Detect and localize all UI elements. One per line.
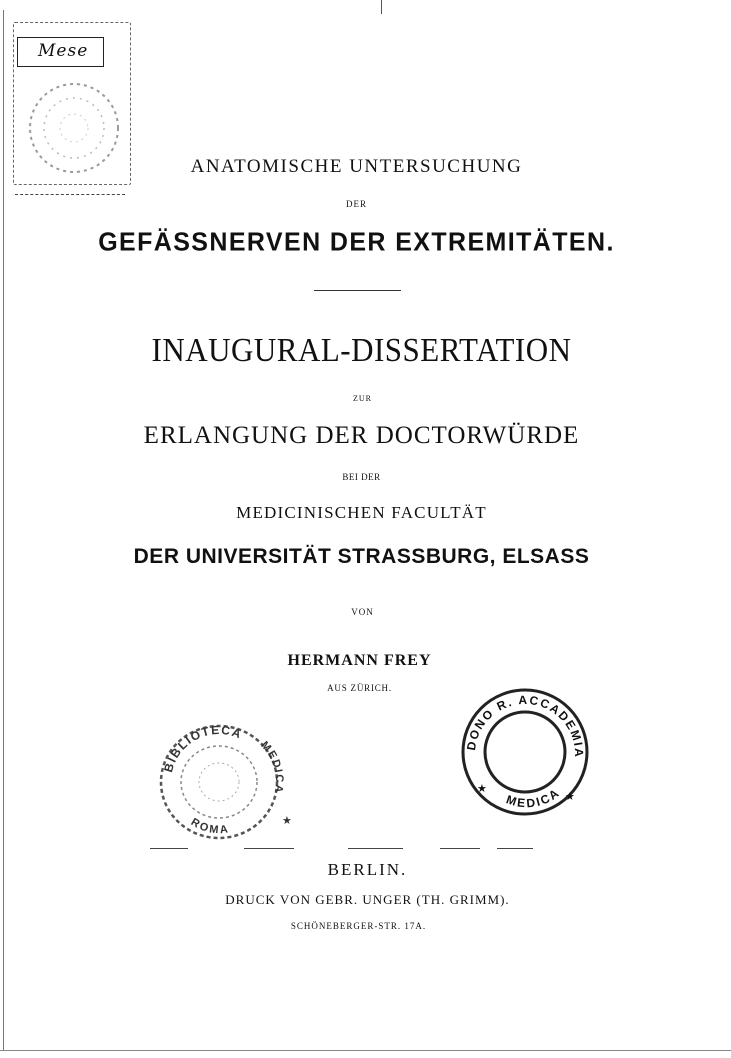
stamp-right-bottom-text: MEDICA bbox=[504, 785, 563, 811]
imprint-printer: DRUCK VON GEBR. UNGER (TH. GRIMM). bbox=[225, 892, 510, 907]
author-origin: AUS ZÜRICH. bbox=[327, 683, 392, 693]
imprint-address: SCHÖNEBERGER-STR. 17A. bbox=[290, 921, 427, 931]
scan-edge-top bbox=[381, 0, 382, 14]
university-line: DER UNIVERSITÄT STRASSBURG, ELSASS bbox=[133, 545, 590, 568]
stamp-left-right-text: MEDICA bbox=[258, 739, 286, 795]
biblioteca-medica-stamp-icon bbox=[146, 712, 296, 842]
author-name: HERMANN FREY bbox=[287, 652, 432, 669]
title-line-1: ANATOMISCHE UNTERSUCHUNG bbox=[190, 156, 523, 177]
dono-accademia-stamp-icon bbox=[455, 682, 595, 822]
title-divider bbox=[314, 290, 401, 291]
imprint-rule-2 bbox=[244, 848, 294, 849]
zur-label: ZUR bbox=[353, 394, 372, 403]
imprint-rule-5 bbox=[497, 848, 533, 849]
purpose-line: ERLANGUNG DER DOCTORWÜRDE bbox=[143, 422, 580, 449]
dissertation-heading: INAUGURAL-DISSERTATION bbox=[151, 330, 572, 369]
svg-text:★: ★ bbox=[282, 815, 292, 827]
scan-edge-bottom bbox=[0, 1050, 731, 1051]
stamp-dashed-rule bbox=[15, 194, 125, 195]
von-label: VON bbox=[351, 607, 374, 617]
handwritten-note: Mese bbox=[38, 41, 89, 61]
stamp-left-top-text: BIBLIOTECA bbox=[161, 722, 245, 774]
svg-text:DONO R. ACCADEMIA bbox=[464, 693, 586, 759]
imprint-rule-4 bbox=[440, 848, 480, 849]
imprint-rule-3 bbox=[348, 848, 403, 849]
svg-text:★: ★ bbox=[477, 783, 487, 795]
faculty-line: MEDICINISCHEN FACULTÄT bbox=[236, 503, 487, 522]
title-line-3: GEFÄSSNERVEN DER EXTREMITÄTEN. bbox=[98, 227, 615, 257]
title-line-2: DER bbox=[346, 199, 367, 209]
stamp-right-top-text: DONO R. ACCADEMIA bbox=[463, 692, 587, 759]
svg-text:★: ★ bbox=[565, 791, 575, 803]
stamp-left-bottom-text: ROMA bbox=[188, 816, 231, 837]
svg-text:MEDICA bbox=[258, 739, 285, 795]
bei-der-label: BEI DER bbox=[342, 472, 381, 482]
imprint-city: BERLIN. bbox=[327, 860, 408, 879]
imprint-rule-1 bbox=[150, 848, 188, 849]
